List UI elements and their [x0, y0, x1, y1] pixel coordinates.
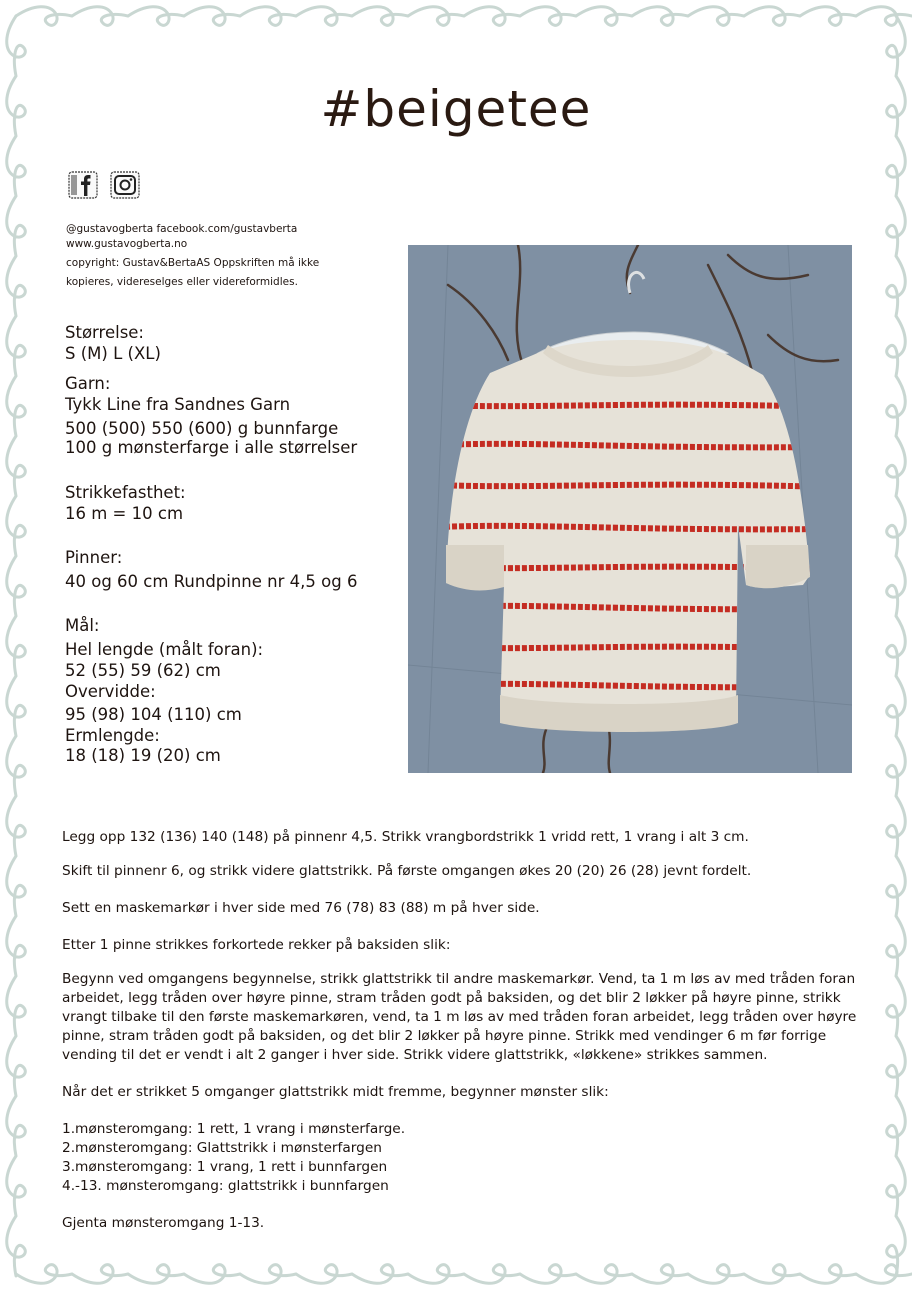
- needles-label: Pinner:: [65, 548, 123, 567]
- page-title: #beigetee: [320, 80, 592, 138]
- sweater-photo: [408, 245, 852, 773]
- yarn-value: Tykk Line fra Sandnes Garn: [65, 395, 291, 414]
- pattern-specs: [65, 322, 395, 765]
- size-value: S (M) L (XL): [65, 344, 161, 363]
- yarn-main-amount: 500 (500) 550 (600) g bunnfarge: [65, 419, 339, 438]
- instruction-stockinette: Skift til pinnenr 6, og strikk videre glattstrikk. På første omgangen økes 20 (20) 26 (28) jevnt fordelt.: [62, 863, 752, 879]
- website-link[interactable]: www.gustavogberta.no: [66, 238, 188, 250]
- pattern-round-1: 1.mønsteromgang: 1 rett, 1 vrang i mønsterfarge.: [62, 1121, 406, 1137]
- instruction-cast-on: Legg opp 132 (136) 140 (148) på pinnenr 4,5. Strikk vrangbordstrikk 1 vridd rett, 1 vrang i alt 3 cm.: [62, 829, 749, 845]
- social-handles: @gustavogberta facebook.com/gustavberta: [66, 223, 298, 235]
- yarn-label: Garn:: [65, 374, 111, 393]
- length-label: Hel lengde (målt foran):: [65, 640, 264, 659]
- pattern-round-3: 3.mønsteromgang: 1 vrang, 1 rett i bunnfargen: [62, 1159, 388, 1175]
- needles-value: 40 og 60 cm Rundpinne nr 4,5 og 6: [65, 572, 358, 591]
- width-value: 95 (98) 104 (110) cm: [65, 705, 242, 724]
- length-value: 52 (55) 59 (62) cm: [65, 661, 221, 680]
- social-icons: [68, 170, 140, 200]
- instruction-short-rows: Begynn ved omgangens begynnelse, strikk glattstrikk til andre maskemarkør. Vend, ta 1 m løs av med tråden foran arbeidet, legg tråden over høyre pinne, stram tråden godt på baksiden, og det blir 2 løkker på høyre pinne, strikk vrangt tilbake til den første maskemarkøren, vend, ta 1 m løs av med tråden foran arbeidet, legg tråden over høyre pinne, stram tråden godt på baksiden, og det blir 2 løkker på høyre pinne. Strikk med vendinger 6 m før forrige vending til det er vendt i alt 2 ganger i hver side. Strikk videre glattstrikk, «løkkene» strikkes sammen.: [62, 971, 857, 1063]
- size-label: Størrelse:: [65, 323, 144, 342]
- pattern-round-2: 2.mønsteromgang: Glattstrikk i mønsterfargen: [62, 1140, 382, 1156]
- pattern-round-4-13: 4.-13. mønsteromgang: glattstrikk i bunnfargen: [62, 1178, 389, 1194]
- gauge-label: Strikkefasthet:: [65, 483, 186, 502]
- copyright-line: copyright: Gustav&BertaAS Oppskriften må ikke: [66, 257, 320, 269]
- instruction-short-rows-intro: Etter 1 pinne strikkes forkortede rekker på baksiden slik:: [62, 937, 451, 953]
- instruction-pattern-start: Når det er strikket 5 omganger glattstrikk midt fremme, begynner mønster slik:: [62, 1084, 609, 1100]
- instructions: [62, 828, 862, 1233]
- copyright-line-2: kopieres, videreselges eller videreformidles.: [66, 276, 298, 288]
- yarn-pattern-amount: 100 g mønsterfarge i alle størrelser: [65, 438, 358, 457]
- width-label: Overvidde:: [65, 682, 156, 701]
- credits-block: [66, 222, 366, 290]
- measurements-label: Mål:: [65, 616, 100, 635]
- instruction-markers: Sett en maskemarkør i hver side med 76 (78) 83 (88) m på hver side.: [62, 900, 540, 916]
- sleeve-label: Ermlengde:: [65, 726, 160, 745]
- facebook-icon[interactable]: [68, 170, 98, 200]
- instagram-icon[interactable]: [110, 170, 140, 200]
- sleeve-value: 18 (18) 19 (20) cm: [65, 746, 221, 765]
- instruction-repeat: Gjenta mønsteromgang 1-13.: [62, 1215, 265, 1231]
- gauge-value: 16 m = 10 cm: [65, 504, 184, 523]
